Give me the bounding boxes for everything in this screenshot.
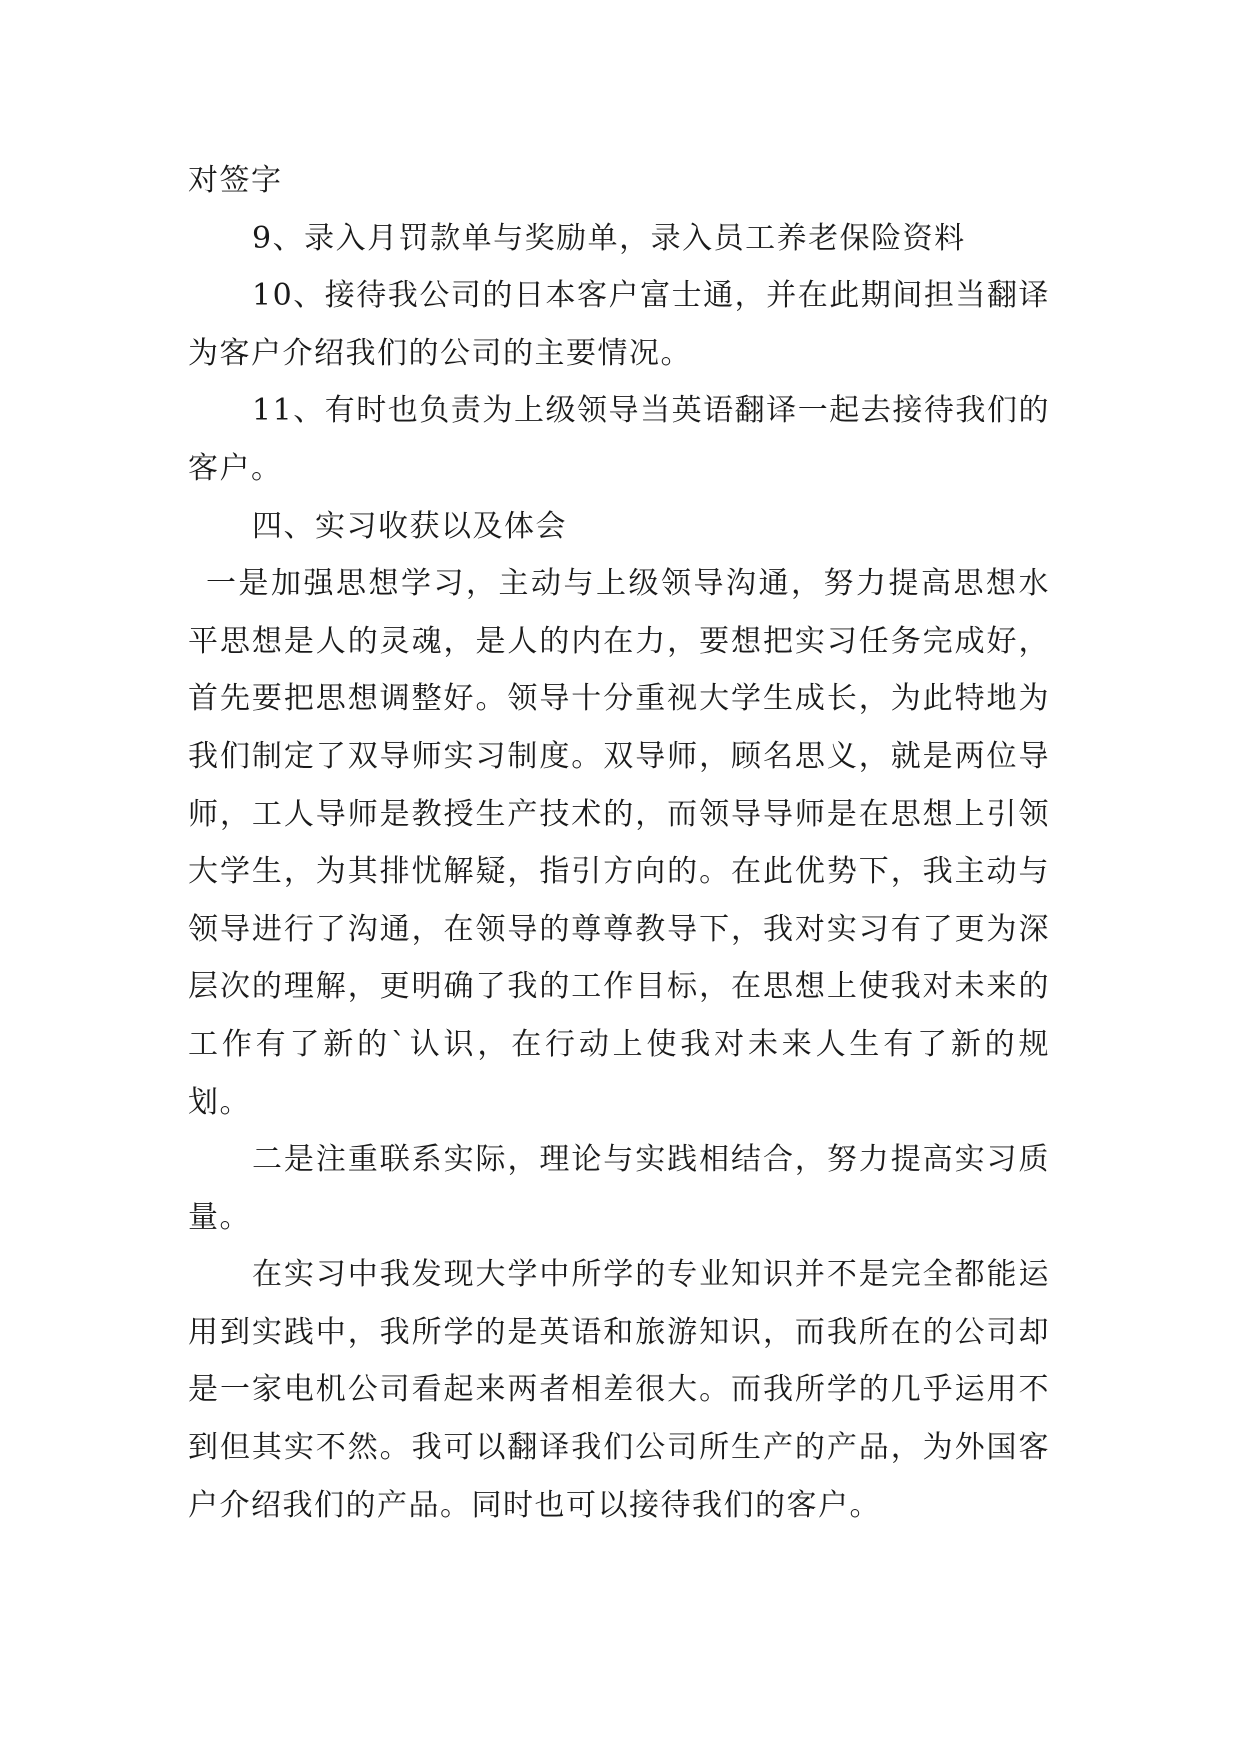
paragraph-item-10: 10、接待我公司的日本客户富士通，并在此期间担当翻译为客户介绍我们的公司的主要情况。 bbox=[188, 278, 1050, 371]
paragraph-point-two: 二是注重联系实际，理论与实践相结合，努力提高实习质量。 bbox=[188, 1142, 1050, 1235]
paragraph-item-9: 9、录入月罚款单与奖励单，录入员工养老保险资料 bbox=[252, 220, 966, 256]
document-body bbox=[188, 152, 1050, 1534]
paragraph-point-one: 一是加强思想学习，主动与上级领导沟通，努力提高思想水平思想是人的灵魂，是人的内在力，要想把实习任务完成好，首先要把思想调整好。领导十分重视大学生成长，为此特地为我们制定了双导师实习制度。双导师，顾名思义，就是两位导师，工人导师是教授生产技术的，而领导导师是在思想上引领大学生，为其排忧解疑，指引方向的。在此优势下，我主动与领导进行了沟通，在领导的尊尊教导下，我对实习有了更为深层次的理解，更明确了我的工作目标，在思想上使我对未来的工作有了新的`认识，在行动上使我对未来人生有了新的规划。 bbox=[188, 566, 1050, 1120]
paragraph-practice-experience: 在实习中我发现大学中所学的专业知识并不是完全都能运用到实践中，我所学的是英语和旅游知识，而我所在的公司却是一家电机公司看起来两者相差很大。而我所学的几乎运用不到但其实不然。我可以翻译我们公司所生产的产品，为外国客户介绍我们的产品。同时也可以接待我们的客户。 bbox=[188, 1257, 1050, 1523]
paragraph-item-11: 11、有时也负责为上级领导当英语翻译一起去接待我们的客户。 bbox=[188, 393, 1050, 486]
section-heading-internship-gains: 四、实习收获以及体会 bbox=[252, 508, 567, 544]
paragraph-signature-continuation: 对签字 bbox=[188, 163, 283, 198]
